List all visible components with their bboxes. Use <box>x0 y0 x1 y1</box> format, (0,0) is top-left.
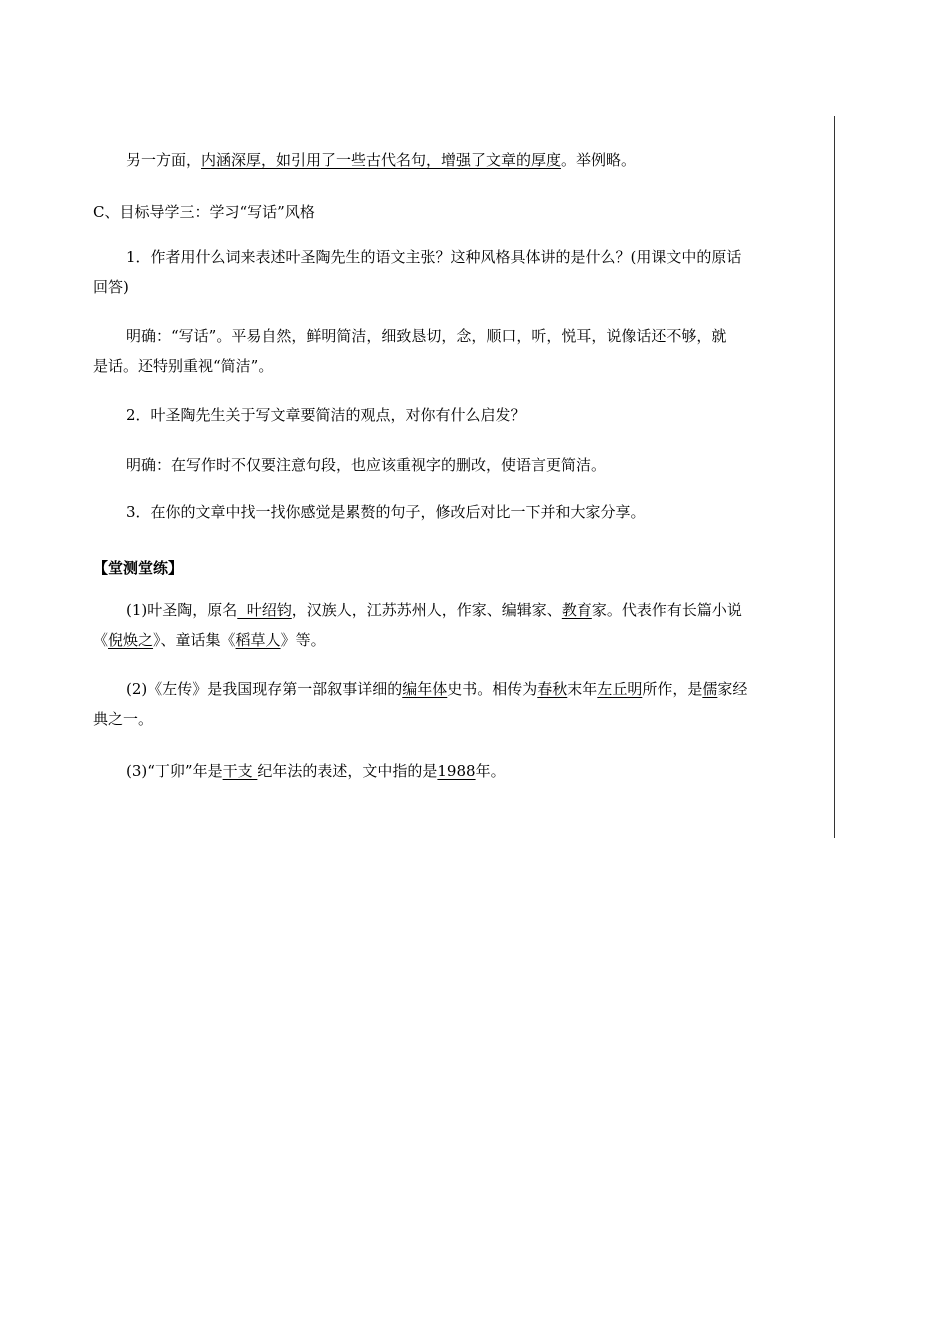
answer-blank-calendar: 干支 <box>222 762 258 780</box>
answer-2: 明确：在写作时不仅要注意句段，也应该重视字的删改，使语言更简洁。 <box>126 456 607 474</box>
exercise-2-text: 所作，是 <box>642 680 703 698</box>
question-3: 3．在你的文章中找一找你感觉是累赘的句子，修改后对比一下并和大家分享。 <box>126 503 646 521</box>
question-2: 2．叶圣陶先生关于写文章要简洁的观点，对你有什么启发？ <box>126 406 526 424</box>
answer-1-line-2: 是话。还特别重视“简洁”。 <box>93 357 274 375</box>
answer-blank-year: 1988 <box>437 762 476 780</box>
answer-blank-author: 左丘明 <box>597 680 643 698</box>
exercise-1-text: (1)叶圣陶，原名 <box>126 601 238 619</box>
exercise-3-text: 年。 <box>475 762 506 780</box>
exercise-2-text: 家经 <box>717 680 748 698</box>
answer-blank-novel: 倪焕之 <box>108 631 154 649</box>
question-1-line-1: 1．作者用什么词来表述叶圣陶先生的语文主张？这种风格具体讲的是什么？(用课文中的原话 <box>126 248 742 266</box>
exercise-1-line-2 <box>93 630 823 650</box>
paragraph-thickness <box>93 150 856 170</box>
exercise-2-line-1 <box>93 679 856 699</box>
exercise-2-text: 末年 <box>567 680 598 698</box>
exercise-1-text: 》、童话集《 <box>153 631 236 649</box>
exercise-2-text: 史书。相传为 <box>447 680 538 698</box>
answer-blank-education: 教育 <box>561 601 592 619</box>
practice-heading: 【堂测堂练】 <box>93 559 184 577</box>
exercise-2-line-2: 典之一。 <box>93 710 154 728</box>
p1-prefix: 另一方面， <box>126 151 202 169</box>
exercise-1-text: 《 <box>93 631 109 649</box>
exercise-3-text: (3)“丁卯”年是 <box>126 762 223 780</box>
exercise-3 <box>93 761 856 781</box>
p1-suffix: 。举例略。 <box>561 151 637 169</box>
section-c-heading: C、目标导学三：学习“写话”风格 <box>93 203 315 221</box>
answer-blank-chronicle: 编年体 <box>402 680 448 698</box>
answer-blank-original-name: 叶绍钧 <box>237 601 292 619</box>
exercise-3-text: 纪年法的表述，文中指的是 <box>257 762 438 780</box>
exercise-2-text: (2)《左传》是我国现存第一部叙事详细的 <box>126 680 403 698</box>
p1-underlined-text: 内涵深厚，如引用了一些古代名句，增强了文章的厚度 <box>201 151 562 169</box>
exercise-1-text: 家。代表作有长篇小说 <box>591 601 742 619</box>
answer-blank-school: 儒 <box>702 680 718 698</box>
question-1-line-2: 回答) <box>93 278 129 296</box>
margin-rule <box>834 116 835 838</box>
exercise-1-line-1 <box>93 600 856 620</box>
answer-1-line-1: 明确：“写话”。平易自然，鲜明简洁，细致恳切，念，顺口，听，悦耳，说像话还不够，就 <box>126 327 727 345</box>
answer-blank-period: 春秋 <box>537 680 568 698</box>
exercise-1-text: 》等。 <box>280 631 326 649</box>
exercise-1-text: ，汉族人，江苏苏州人，作家、编辑家、 <box>291 601 562 619</box>
answer-blank-fairy-tale: 稻草人 <box>235 631 281 649</box>
